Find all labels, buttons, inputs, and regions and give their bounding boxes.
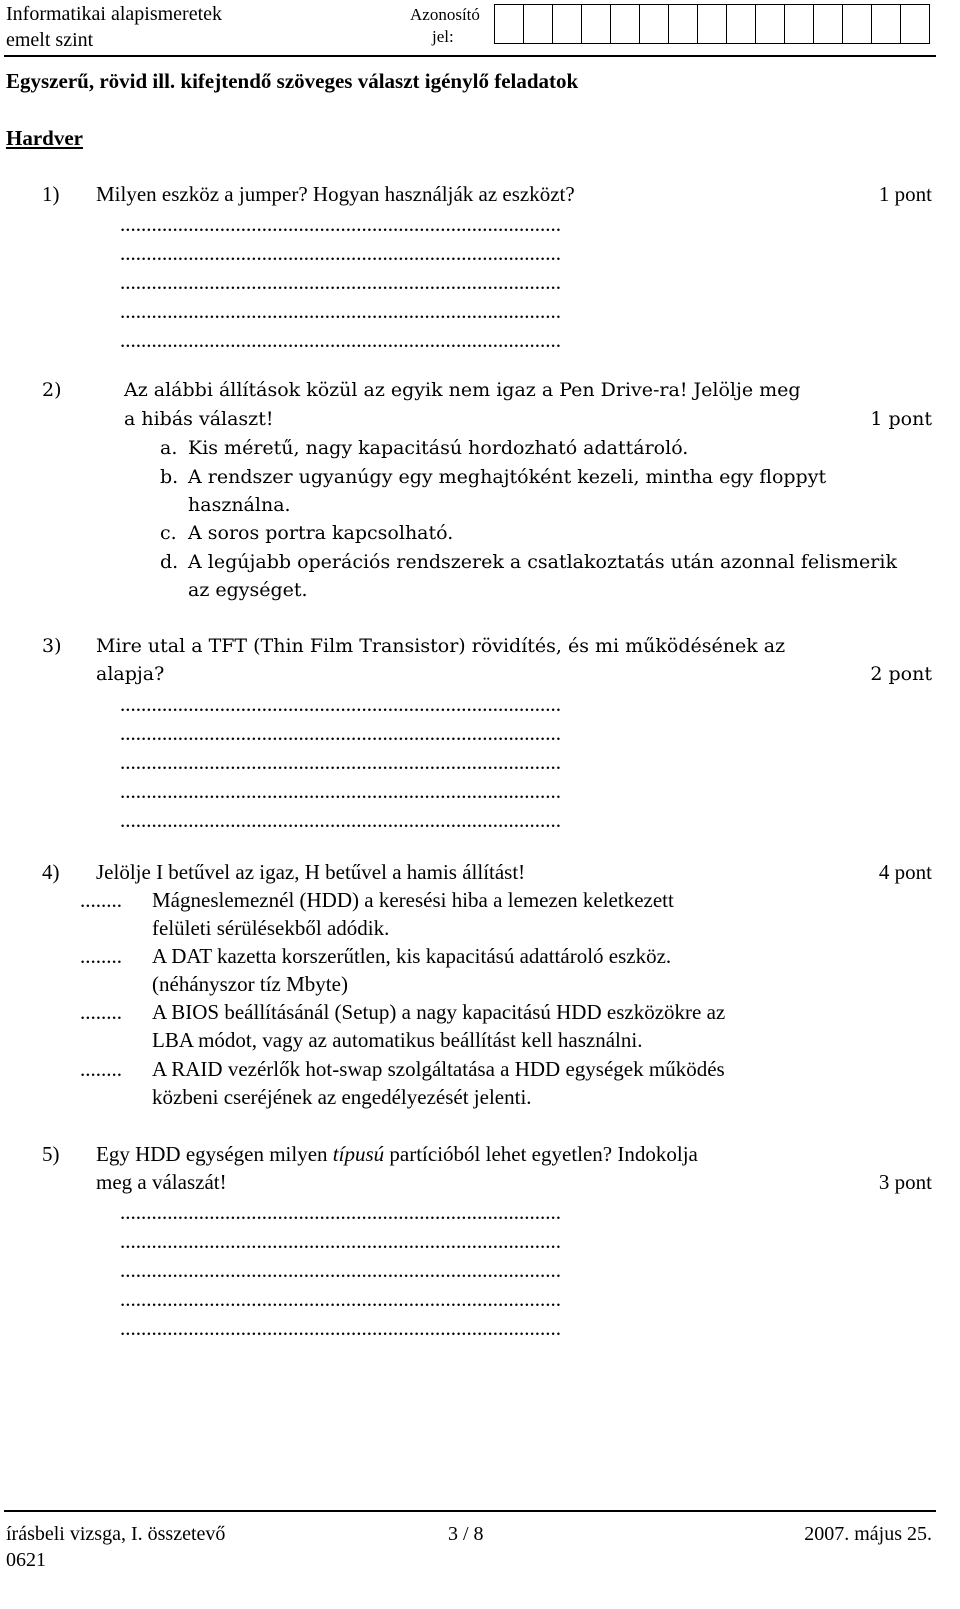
option-text[interactable]: A soros portra kapcsolható. xyxy=(188,522,454,544)
question-number: 4) xyxy=(42,860,60,884)
statement-text-cont: felületi sérülésekből adódik. xyxy=(152,916,390,940)
question-points: 4 pont xyxy=(878,860,932,884)
option-text-cont[interactable]: az egységet. xyxy=(188,579,308,601)
id-box[interactable] xyxy=(552,4,582,44)
answer-line[interactable]: .................................................................................... xyxy=(120,1229,561,1253)
answer-line[interactable]: .................................................................................... xyxy=(120,241,561,265)
answer-line[interactable]: .................................................................................... xyxy=(120,1200,561,1224)
statement-text-cont: (néhányszor tíz Mbyte) xyxy=(152,972,348,996)
answer-line[interactable]: .................................................................................... xyxy=(120,270,561,294)
footer-date: 2007. május 25. xyxy=(804,1523,932,1545)
statement-text: A DAT kazetta korszerűtlen, kis kapacitású adattároló eszköz. xyxy=(152,944,672,968)
answer-line[interactable]: .................................................................................... xyxy=(120,808,561,832)
id-label-line1: Azonosító xyxy=(410,5,480,24)
answer-line[interactable]: .................................................................................... xyxy=(120,328,561,352)
answer-line[interactable]: .................................................................................... xyxy=(120,1287,561,1311)
id-box[interactable] xyxy=(842,4,872,44)
true-false-blank[interactable]: ........ xyxy=(80,1057,122,1081)
question-points: 2 pont xyxy=(870,663,932,685)
question-text-cont: meg a válaszát! xyxy=(96,1170,227,1194)
statement-text: A RAID vezérlők hot-swap szolgáltatása a HDD egységek működés xyxy=(152,1057,725,1081)
id-box[interactable] xyxy=(755,4,785,44)
id-box[interactable] xyxy=(639,4,669,44)
question-text: Milyen eszköz a jumper? Hogyan használják az eszközt? xyxy=(96,182,575,206)
true-false-blank[interactable]: ........ xyxy=(80,944,122,968)
answer-line[interactable]: .................................................................................... xyxy=(120,721,561,745)
answer-line[interactable]: .................................................................................... xyxy=(120,692,561,716)
question-text-part: partícióból lehet egyetlen? Indokolja xyxy=(384,1142,698,1166)
true-false-blank[interactable]: ........ xyxy=(80,1000,122,1024)
id-box[interactable] xyxy=(523,4,553,44)
id-box[interactable] xyxy=(871,4,901,44)
option-letter[interactable]: d. xyxy=(160,551,179,573)
topic-heading: Hardver xyxy=(6,126,83,150)
question-text: Az alábbi állítások közül az egyik nem igaz a Pen Drive-ra! Jelölje meg xyxy=(124,379,801,401)
answer-line[interactable]: .................................................................................... xyxy=(120,299,561,323)
question-number: 5) xyxy=(42,1142,60,1166)
id-label-line2: jel: xyxy=(432,27,454,46)
id-box[interactable] xyxy=(610,4,640,44)
question-text-cont: a hibás választ! xyxy=(124,408,274,430)
statement-text-cont: közbeni cseréjének az engedélyezését jelenti. xyxy=(152,1085,532,1109)
id-box[interactable] xyxy=(581,4,611,44)
question-text-cont: alapja? xyxy=(96,663,165,685)
answer-line[interactable]: .................................................................................... xyxy=(120,1316,561,1340)
subject-level: emelt szint xyxy=(6,29,94,51)
answer-line[interactable]: .................................................................................... xyxy=(120,212,561,236)
id-box[interactable] xyxy=(668,4,698,44)
question-points: 1 pont xyxy=(870,408,932,430)
option-letter[interactable]: a. xyxy=(160,437,178,459)
question-number: 1) xyxy=(42,182,60,206)
id-box[interactable] xyxy=(697,4,727,44)
true-false-blank[interactable]: ........ xyxy=(80,888,122,912)
question-text: Mire utal a TFT (Thin Film Transistor) rövidítés, és mi működésének az xyxy=(96,635,786,657)
option-letter[interactable]: c. xyxy=(160,522,177,544)
answer-line[interactable]: .................................................................................... xyxy=(120,779,561,803)
statement-text-cont: LBA módot, vagy az automatikus beállítást kell használni. xyxy=(152,1028,643,1052)
footer-rule xyxy=(4,1510,936,1512)
id-box[interactable] xyxy=(900,4,930,44)
option-text[interactable]: A rendszer ugyanúgy egy meghajtóként kezeli, mintha egy floppyt xyxy=(188,466,827,488)
question-text-emphasis: típusú xyxy=(332,1142,385,1166)
question-text xyxy=(96,1140,698,1168)
option-text[interactable]: Kis méretű, nagy kapacitású hordozható adattároló. xyxy=(188,437,689,459)
statement-text: Mágneslemeznél (HDD) a keresési hiba a lemezen keletkezett xyxy=(152,888,674,912)
footer-code: 0621 xyxy=(6,1549,46,1571)
answer-line[interactable]: .................................................................................... xyxy=(120,750,561,774)
statement-text: A BIOS beállításánál (Setup) a nagy kapacitású HDD eszközökre az xyxy=(152,1000,726,1024)
question-points: 3 pont xyxy=(878,1170,932,1194)
id-box[interactable] xyxy=(726,4,756,44)
subject-title: Informatikai alapismeretek xyxy=(6,3,223,25)
footer-page-number: 3 / 8 xyxy=(448,1523,484,1545)
question-number: 2) xyxy=(42,379,62,401)
id-box[interactable] xyxy=(813,4,843,44)
question-text: Jelölje I betűvel az igaz, H betűvel a hamis állítást! xyxy=(96,860,526,884)
answer-line[interactable]: .................................................................................... xyxy=(120,1258,561,1282)
id-box[interactable] xyxy=(784,4,814,44)
option-text[interactable]: A legújabb operációs rendszerek a csatlakoztatás után azonnal felismerik xyxy=(188,551,897,573)
option-letter[interactable]: b. xyxy=(160,466,179,488)
section-title: Egyszerű, rövid ill. kifejtendő szöveges választ igénylő feladatok xyxy=(6,69,579,93)
header-rule xyxy=(4,55,936,57)
id-box[interactable] xyxy=(494,4,524,44)
option-text-cont[interactable]: használna. xyxy=(188,494,291,516)
footer-exam-label: írásbeli vizsga, I. összetevő xyxy=(6,1523,226,1545)
question-points: 1 pont xyxy=(878,182,932,206)
question-number: 3) xyxy=(42,635,62,657)
question-text-part: Egy HDD egységen milyen xyxy=(96,1142,333,1166)
